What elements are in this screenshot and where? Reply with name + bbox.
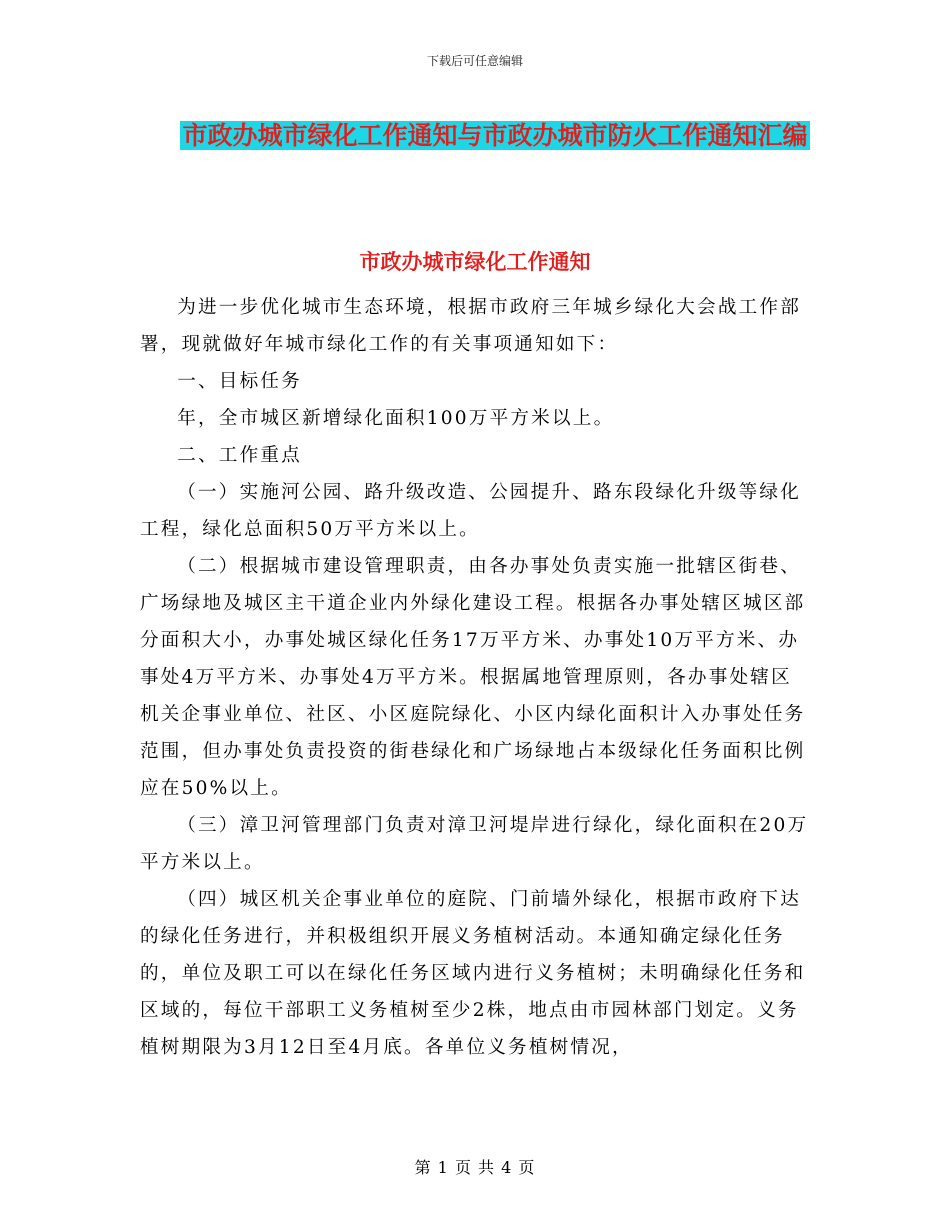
document-title <box>150 113 840 159</box>
page-header-note: 下载后可任意编辑 <box>426 54 523 68</box>
paragraph: 二、工作重点 <box>177 445 302 466</box>
document-title-text: 市政办城市绿化工作通知与市政办城市防火工作通知汇编 <box>182 121 808 150</box>
document-body <box>140 289 812 1066</box>
paragraph: （一）实施河公园、路升级改造、公园提升、路东段绿化升级等绿化工程，绿化总面积50万平方米以上。 <box>140 482 802 540</box>
section-title: 市政办城市绿化工作通知 <box>359 249 591 274</box>
paragraph: 一、目标任务 <box>177 371 302 392</box>
paragraph: （二）根据城市建设管理职责，由各办事处负责实施一批辖区街巷、广场绿地及城区主干道企业内外绿化建设工程。根据各办事处辖区城区部分面积大小，办事处城区绿化任务17万平方米、办事处10万平方米、办事处4万平方米、办事处4万平方米。根据属地管理原则，各办事处辖区机关企事业单位、社区、小区庭院绿化、小区内绿化面积计入办事处任务范围，但办事处负责投资的街巷绿化和广场绿地占本级绿化任务面积比例应在50%以上。 <box>140 556 806 799</box>
paragraph: （三）漳卫河管理部门负责对漳卫河堤岸进行绿化，绿化面积在20万平方米以上。 <box>140 815 809 873</box>
paragraph: （四）城区机关企事业单位的庭院、门前墙外绿化，根据市政府下达的绿化任务进行，并积极组织开展义务植树活动。本通知确定绿化任务的，单位及职工可以在绿化任务区域内进行义务植树；未明确绿化任务和区域的，每位干部职工义务植树至少2株，地点由市园林部门划定。义务植树期限为3月12日至4月底。各单位义务植树情况， <box>140 889 806 1058</box>
page-number-footer: 第 1 页 共 4 页 <box>414 1158 536 1177</box>
paragraph: 为进一步优化城市生态环境，根据市政府三年城乡绿化大会战工作部署，现就做好年城市绿化工作的有关事项通知如下： <box>140 297 802 355</box>
paragraph: 年，全市城区新增绿化面积100万平方米以上。 <box>177 408 615 429</box>
